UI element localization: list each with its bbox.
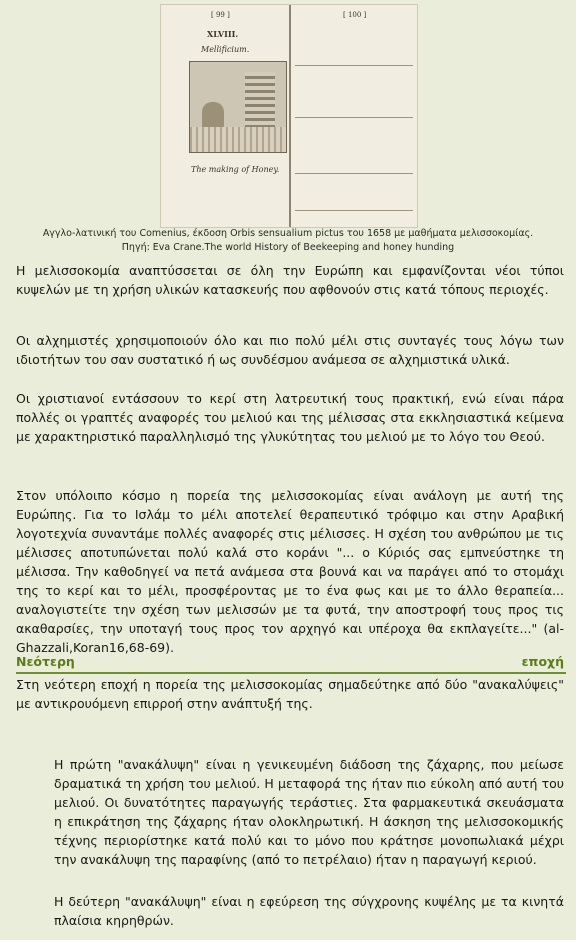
left-page-header: [ 99 ] [211, 11, 230, 19]
engraving-illustration [189, 61, 287, 153]
right-page-header: [ 100 ] [343, 11, 367, 19]
paragraph-4: Στον υπόλοιπο κόσμο η πορεία της μελισσοκομίας είναι ανάλογη με αυτή της Ευρώπης. Για το Ισλάμ το μέλι αποτελεί θεραπευτικό τρόφιμο και στην Αραβική λογοτεχνία συναντάμε πολλές αναφορές στις μέλισσες. Η σχέση του ανθρώπου με τις μέλισσες αποτυπώνεται πολύ καλά στο κοράνι "... ο Κύριός σας εμπνεύστηκε τη μέλισσα. Την καθοδηγεί να πετά ανάμεσα στα βουνά και να παράγει από το στομάχι της το κερί και το μέλι, προσφέροντας με το ένα φως και με το άλλο θεραπεία... αναλογιστείτε την σχέση των μελισσών με τα φυτά, την αποστροφή τους προς τις ακαθαρσίες, την υποταγή τους προς τον αρχηγό και υπέροχα θα εκπλαγείτε..." (al-Ghazzali,Koran16,68-69). [16, 487, 564, 655]
book-right-page [291, 5, 417, 227]
book-page-image [160, 4, 418, 228]
section-intro: Στη νεότερη εποχή η πορεία της μελισσοκομίας σημαδεύτηκε από δύο "ανακαλύψεις" με αντικρουόμενη επιρροή στην ανάπτυξή της. [16, 676, 564, 711]
english-title: The making of Honey. [191, 165, 280, 174]
paragraph-3: Οι χριστιανοί εντάσσουν το κερί στη λατρευτική τους πρακτική, ενώ είναι πάρα πολλές οι γραπτές αναφορές του μελιού και της μέλισσας στα εκκλησιαστικά κείμενα με χαρακτηριστικό παραλληλισμό της γλυκύτητας του μελιού με το λόγο του Θεού. [16, 390, 564, 444]
figure-caption-line1: Αγγλο-λατινική του Comenius, έκδοση Orbis sensualium pictus του 1658 με μαθήματα μελισσοκομίας. [42, 228, 534, 239]
paragraph-2: Οι αλχημιστές χρησιμοποιούν όλο και πιο πολύ μέλι στις συνταγές τους λόγω των ιδιοτήτων του σαν συστατικό ή ως συνδέσμου ανάμεσα σε αλχημιστικά υλικά. [16, 332, 564, 367]
chapter-number: XLVIII. [207, 29, 239, 39]
paragraph-1: Η μελισσοκομία αναπτύσσεται σε όλη την Ευρώπη και εμφανίζονται νέοι τύποι κυψελών με τη χρήση υλικών κατασκευής που αφθονούν στις κατά τόπους περιοχές. [16, 262, 564, 297]
section-title-word2: εποχή [521, 654, 564, 669]
discovery-1: Η πρώτη "ανακάλυψη" είναι η γενικευμένη διάδοση της ζάχαρης, που μείωσε δραματικά τη χρήση του μελιού. Η μεταφορά της ήταν πιο εύκολη από αυτή του μελιού. Οι δυνατότητες παραγωγής τεράστιες. Στα φαρμακευτικά σκευάσματα η επικράτηση της ζάχαρης ήταν ολοκληρωτική. Η άσκηση της μελισσοκομικής τέχνης περιορίστηκε κατά πολύ και το μόνο που κράτησε μονοπωλιακά μέχρι την ανακάλυψη της παραφίνης (από το πετρέλαιο) ήταν η παραγωγή κεριού. [54, 756, 564, 867]
latin-title: Mellificium. [201, 45, 250, 54]
book-left-page [161, 5, 291, 227]
discovery-2: Η δεύτερη "ανακάλυψη" είναι η εφεύρεση της σύγχρονης κυψέλης με τα κινητά πλαίσια κηρηθρών. [54, 893, 564, 928]
section-title-word1: Νεότερη [16, 654, 75, 669]
figure-caption-line2: Πηγή: Eva Crane.The world History of Beekeeping and honey hunding [121, 242, 455, 253]
